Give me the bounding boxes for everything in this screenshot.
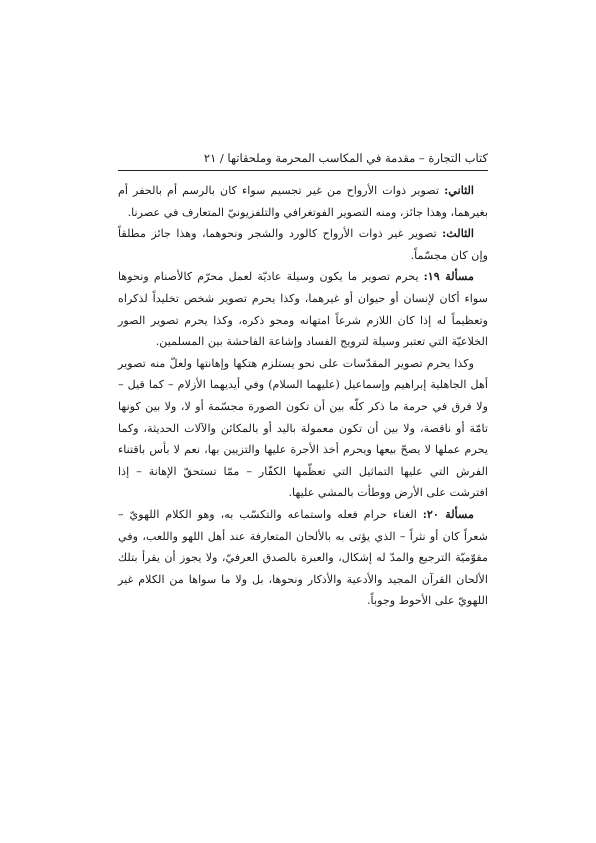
paragraph-lead: مسألة ١٩:: [423, 269, 474, 284]
header-divider: [118, 170, 488, 171]
paragraph-third-type: [118, 223, 488, 266]
paragraph-lead: الثاني:: [444, 183, 474, 197]
paragraph-issue-19: [118, 266, 488, 352]
paragraph-lead: الثالث:: [442, 226, 474, 241]
paragraph-text: يحرم تصوير ما يكون وسيلة عاديّة لعمل محرّم كالأصنام ونحوها سواء أكان لإنسان أو حيوان أو غيرهما، وكذا يحرم تصوير شخص تخليداً لذكراه وتعظيماً له إذا كان اللازم شرعاً امتهانه ومحو ذكره، وكذا يحرم تصوير الصور الخلاعيّة التي تعتبر وسيلة لترويج الفساد وإشاعة الفاحشة بين المسلمين.: [118, 270, 488, 349]
paragraph-sacred-images: [118, 353, 488, 504]
paragraph-lead: مسألة ٢٠:: [422, 506, 475, 521]
paragraph-text: تصوير ذوات الأرواح من غير تجسيم سواء كان بالرسم أم بالحفر أم بغيرهما، وهذا جائز، ومنه التصوير الفوتغرافي والتلفزيونيّ المتعارف في عصرنا.: [118, 184, 488, 219]
paragraph-text: الغناء حرام فعله واستماعه والتكسّب به، وهو الكلام اللهويّ – شعراً كان أو نثراً – الذي يؤتى به بالألحان المتعارفة عند أهل اللهو واللعب، وفي مقوّميّة الترجيع والمدّ له إشكال، والعبرة بالصدق العرفيّ، ولا يجوز أن يقرأ بتلك الألحان القرآن المجيد والأدعية والأذكار ونحوها، بل ولا ما سواها من الكلام غير اللهويّ على الأحوط وجوباً.: [118, 507, 488, 608]
paragraph-text: تصوير غير ذوات الأرواح كالورد والشجر ونحوهما، وهذا جائز مطلقاً وإن كان مجسّماً.: [118, 227, 488, 262]
paragraph-second-type: [118, 180, 488, 223]
paragraph-issue-20: [118, 504, 488, 612]
body-text: [118, 180, 488, 612]
paragraph-text: وكذا يحرم تصوير المقدّسات على نحو يستلزم هتكها وإهانتها ولعلّ منه تصوير أهل الجاهلية إبراهيم وإسماعيل (عليهما السلام) وفي أيديهما الأزلام – كما قيل – ولا فرق في حرمة ما ذكر كلّه بين أن تكون الصورة مجسّمة أو لا، ولا بين كونها تامّة أو ناقصة، ولا بين أن تكون معمولة باليد أو بالمكائن والآلات الحديثة، وكما يحرم عملها لا يصحّ بيعها ويحرم أخذ الأجرة عليها والتزيين بها، نعم لا بأس باقتناء الفرش التي عليها التماثيل التي تعظّمها الكفّار – ممّا تستحقّ الإهانة – إذا افترشت على الأرض ووطأت بالمشي عليها.: [118, 356, 488, 500]
running-header: كتاب التجارة – مقدمة في المكاسب المحرمة وملحقاتها / ٢١: [203, 151, 488, 165]
